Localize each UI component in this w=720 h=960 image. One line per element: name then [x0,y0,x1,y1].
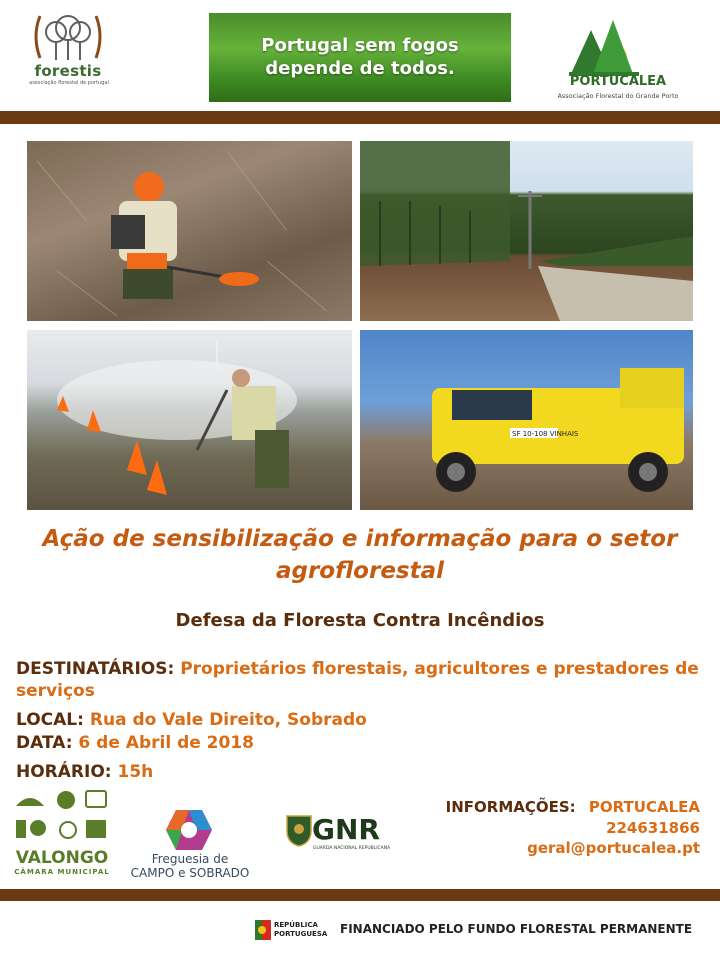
bottom-divider-bar [0,889,720,901]
row-destinatarios [16,658,706,702]
gnr-subtitle: GUARDA NACIONAL REPUBLICANA [313,846,391,851]
banner-line-2: depende de todos. [265,58,455,79]
forestis-tagline: associação florestal de portugal [29,80,109,86]
photo-brushcutter-worker [27,141,352,321]
row-local [16,709,367,731]
photo-controlled-burn [27,330,352,510]
event-subtitle: Defesa da Floresta Contra Incêndios [175,610,545,631]
gnr-crest-icon [284,813,314,847]
local-value: Rua do Vale Direito, Sobrado [89,710,367,730]
info-org: PORTUCALEA [588,798,700,816]
republica-emblem-icon [255,920,271,940]
info-heading [420,798,700,816]
campaign-banner [209,13,511,102]
data-value: 6 de Abril de 2018 [78,733,254,753]
republica-line-1: REPÚBLICA [274,921,318,929]
horario-value: 15h [117,762,154,782]
valongo-name: VALONGO [15,848,109,868]
data-label: DATA: [16,733,73,753]
freguesia-line-2: CAMPO e SOBRADO [130,866,250,880]
freguesia-logo-icon [162,806,216,854]
row-horario [16,761,153,783]
info-label: INFORMAÇÕES: [445,798,576,816]
portucalea-tagline: Associação Florestal do Grande Porto [557,92,679,100]
photo-pine-forest-road [360,141,693,321]
gnr-name: GNR [312,813,380,846]
destinatarios-value: Proprietários florestais, agricultores e prestadores de serviços [16,659,699,701]
jeep-plate-text: SF 10-108 VINHAIS [512,430,579,438]
info-phone: 224631866 [606,819,700,837]
valongo-subtitle: CÂMARA MUNICIPAL [14,868,110,876]
horario-label: HORÁRIO: [16,762,112,782]
destinatarios-label: DESTINATÁRIOS: [16,659,175,679]
republica-line-2: PORTUGUESA [274,930,328,938]
row-data [16,732,254,754]
funding-note: FINANCIADO PELO FUNDO FLORESTAL PERMANENTE [340,922,693,936]
freguesia-line-1: Freguesia de [151,852,229,866]
top-divider-bar [0,111,720,124]
forestis-name: forestis [34,62,102,80]
local-label: LOCAL: [16,710,84,730]
portucalea-name: PORTUCALEA [569,74,667,89]
photo-firefighting-jeep [360,330,693,510]
banner-line-1: Portugal sem fogos [261,35,459,56]
event-title: Ação de sensibilização e informação para o setor agroflorestal [42,526,678,584]
info-email: geral@portucalea.pt [527,839,700,857]
